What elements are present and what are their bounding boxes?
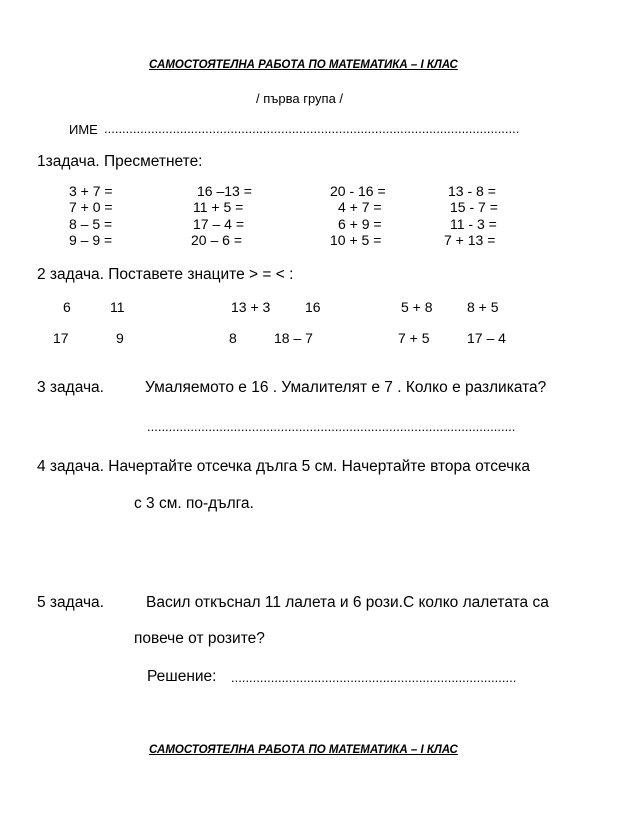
task5-solution-label: Решение: [147,668,217,685]
task2-item: 5 + 8 [401,299,433,315]
task2-item: 17 [53,330,69,346]
task1-expression: 10 + 5 = [330,232,382,248]
task1-expression: 11 - 3 = [450,216,497,232]
task2-item: 18 – 7 [274,330,313,346]
task4-line1: 4 задача. Начертайте отсечка дълга 5 см. Начертайте втора отсечка [37,458,530,475]
task1-expression: 9 – 9 = [69,232,113,248]
task1-expression: 17 – 4 = [193,216,244,232]
task5-solution-line: ............................................................................... [231,670,517,685]
task1-expression: 3 + 7 = [69,183,113,199]
name-dotted-line: ................................................................................................................... [104,121,520,136]
task5-line1: Васил откъснал 11 лалета и 6 рози.С колко лалетата са [146,594,549,611]
task1-expression: 16 –13 = [197,183,252,199]
task1-expression: 4 + 7 = [338,199,382,215]
task1-expression: 8 – 5 = [69,216,113,232]
task2-item: 8 + 5 [467,299,499,315]
task3-text: Умаляемото е 16 . Умалителят е 7 . Колко е разликата? [145,379,547,396]
footer-title: САМОСТОЯТЕЛНА РАБОТА ПО МАТЕМАТИКА – I КЛАС [149,744,458,756]
task5-line2: повече от розите? [134,630,265,647]
task2-item: 11 [110,299,125,315]
task2-item: 8 [229,330,237,346]
task2-item: 17 – 4 [467,330,506,346]
task2-item: 9 [116,330,124,346]
task4-line2: с 3 см. по-дълга. [134,495,254,512]
task2-item: 7 + 5 [398,330,430,346]
task1-expression: 7 + 13 = [444,232,496,248]
task2-title: 2 задача. Поставете знаците > = < : [37,266,294,283]
task3-label: 3 задача. [37,379,104,396]
task5-label: 5 задача. [37,594,104,611]
name-label: ИМЕ [69,122,98,137]
task1-expression: 20 – 6 = [191,232,242,248]
task1-expression: 13 - 8 = [448,183,496,199]
task2-item: 16 [305,299,321,315]
task1-title: 1задача. Пресметнете: [37,153,203,170]
header-title: САМОСТОЯТЕЛНА РАБОТА ПО МАТЕМАТИКА – I КЛАС [149,59,458,71]
task2-item: 13 + 3 [231,299,271,315]
task1-expression: 6 + 9 = [338,216,382,232]
task1-expression: 7 + 0 = [69,199,113,215]
task2-item: 6 [63,299,71,315]
task1-expression: 15 - 7 = [450,199,498,215]
group-label: / първа група / [256,91,344,106]
task3-answer-line: ...................................................................................................... [147,419,516,434]
task1-expression: 11 + 5 = [193,199,244,215]
task1-expression: 20 - 16 = [330,183,386,199]
